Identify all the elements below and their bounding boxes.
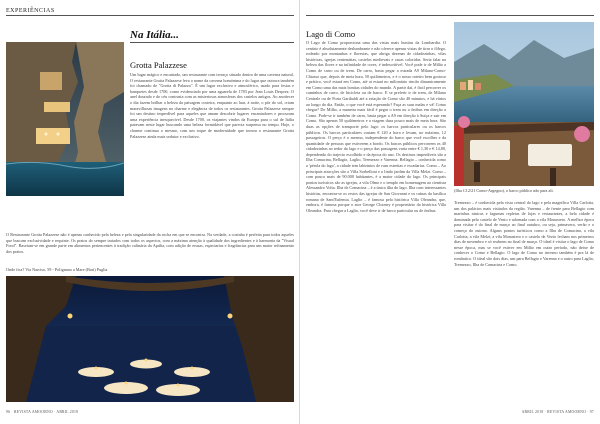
title-rule — [130, 42, 294, 43]
lago-col2-paragraph: Tremezzo – é conhecida pela vista central do lago e pela magnífica Villa Carlotta, um dos palácios mais visitados da região. Varenna – de frente para Bellagio com marinhas ninicas e fagumas repletas de lojas e restaurantes, a bela cidade é dominada pelo castelo de Vezio e adornada com a vila Monastero. A melhor época para visitar é do final de março ao final outubro, ou seja, primavera, verão e o começo do outono. Alguns pontos turísticos como a Ilha de Comacina, a vila Carlotta, a vila Melzi, a vila Monastero e o castelo de Vezio fecham nos primeiros dias de novembro e só reabrem no final de março. O ideal é visitar o lago de Como nesse época, mas se você estiver em Milão em outro período, não deixe de conhecer o Como e Bellagio. O lago de Como no inverno também é pra lá de romântico. O ideal são dois dias, um para Bellagio e Varenna e o outro para Laglio, Tremezzo, Ilha de Comacina e Como. — [454, 200, 594, 267]
left-footer: 96 · REVISTA AMOORNO · ABRIL 2018 — [6, 410, 79, 414]
grotta-heading: Grotta Palazzese — [130, 60, 187, 70]
right-page — [300, 0, 600, 424]
lago-col2 — [454, 200, 594, 404]
lago-como-photo — [454, 22, 594, 186]
section-rule — [6, 15, 294, 16]
grotta-wide-text — [6, 232, 294, 268]
grotta-address: Onde fica? Via Narciso, 59 - Polignano a Mare (Bari) Puglia — [6, 267, 108, 272]
right-footer: ABRIL 2018 · REVISTA AMOORNO · 97 — [521, 410, 594, 414]
section-tag: EXPERIÊNCIAS — [6, 8, 55, 14]
page-title: Na Itália... — [130, 29, 179, 41]
grotta-cliff-photo — [6, 42, 124, 196]
grotta-restaurant-photo — [6, 276, 294, 402]
grotta-text — [130, 72, 294, 232]
grotta-paragraph: Um lugar mágico e encantado, um restaurante com terraço situado dentro de uma caverna natural. O restaurante Grotta Palazzese leva o nome da caverna homónima e do lugar que outrora também foi chamado de "Grotta di Palazzo". É um lugar exclusivo e atmosférico, usado para festas e banquetes desde 1700, como evidenciado por uma aguarela de 1783 por Jean Louis Desprez. O anel dourado e do céu contrasta com as misteriosas atmosferas dos castelos antigos. Ao anoitecer o dia fazem brilhar a beleza da paisagem costeira, enquanto ao luar, à noite, o pôr do sol, criam maravilhosas imagens no charme e elegância de todos os restaurantes. Grotta Palazzese sempre foi um destino imperdível para aqueles que amam descobrir lugares encantadores e procuram uma experiência inesquecível. Desde 1700, os viajantes vindos da Europa para o sul de Itália paravam neste lugar buscando uma beleza formidável que parecia suspensa no tempo. Hoje, o charme continua o mesmo, com um toque de modernidade que tornou o restaurante Grotta Palazzese ainda mais sedutor e exclusivo. — [130, 72, 294, 139]
lago-col1 — [306, 40, 446, 404]
grotta-wide-paragraph: O Restaurante Grotta Palazzese não é apenas conhecido pela beleza e pela singularidade da rocha em que se encontra. Na verdade, a cozinha é perfeita para todos aqueles que buscam exclusividade e requinte. Os pratos do sempre tratados com todos os aspectos, com a máxima atenção à qualidade dos ingredientes e à harmonia da "Visual Food". Baseiam-se em grande parte em alimentos pertencentes à tradição culinária da Apúlia, com adição de erusas, especiarias e fragrâncias para um maior refinamento dos pratos. — [6, 232, 294, 254]
lago-caption: (Ilha C12/21 Como-Argegno), o barco público não para ali. — [454, 188, 554, 193]
lago-heading: Lago di Como — [306, 29, 356, 39]
section-rule-right — [306, 15, 594, 16]
lago-col1-paragraph: O Lago de Como proporciona uma das vistas mais bonitas da Lombardia. O cenário é absolutamente deslumbrante e não oferece apenas vistas de tirar o fôlego, rodeado por montanhas e florestas, que abriga dezenas de cidadezinhas, vilas históricas, igrejas centenárias, castelos medievais e casas coloridas. Seria falar na beleza das flores e na infinidade de cores, é indescritível. Você pode ir de Milão a Como de carro ou de trem. De carro, basta pegar a estrada A9 Milano-Como-Chiasso que, depois de meia hora, 50 quilómetros, e é o nosso roteiro bem gostoso e prático, você estará em Como, até ai estará no milionário rincão dinamicamente em Como uma das mais bonitas cidades do mundo. A partir daí, é fácil percorrer os caminhos de carro, de bicicleta ou de barco. E se preferir ir de trem, de Milano Centrale ou de Porta Garibaldi até a estação de Como são 40 minutos, e há vários ao longo do dia. Então, o que você está esperando? Faça as suas malas e vá! Como chegar? De Milão, a maneira mais fácil é pegar o trem ou o ônibus em direção a Como. Pode-se ir também de carro, basta pegar a A9 em direção à Suíça e sair em Como. São apenas 50 quilómetros e a viagem dura pouco mais de meia hora. São duas as opções de transporte pelo lago: os barcos particulares ou os barcos públicos. Os barcos particulares custam € 120 a hora e levam, no máximo, 12 passageiros. O preço é o mesmo, independente do barco que você escolher e da quantidade de pessoas que estiverem a bordo. Os barcos públicos percorrem os 40 cidadezinhas ao redor do lago e o preço das passagens varia entre € 1,30 e € 14,80, dependendo do trajecto escolhido e da época do ano. Os destinos imperdíveis são a Ilha Comacina, Bellagio, Laglio, Tremezzo e Varenna. Bellagio – conhecida como a 'pérola do lago', a cidade tem labirintos de ruas estreitas e escadarias. Como – Ao principais atracções são a Villa Sorbelloni e o lindo jardim da Villa Melzi. Como – com pouco mais de 90.000 habitantes, é a maior cidade do lago. Os principais pontos turísticos são as igrejas, a vila Olmo e o templo em homenagem ao cientista Alessandro Volta. Ilha de Comacina – é a única ilha do lago. Ilha com interessantes histórias, encontra-se os restos das igrejas de San Giovanni e os ruínas da basílica romana de Sant'Eufemia. Laglio – é famosa pela histórica Villa Oleandra, que, embora, é famosa porque o ator George Clooney é proprietário da histórica Villa Oleandra. Para chegar a Laglio, você deve ir de barco particular ou de ônibus. — [306, 40, 446, 213]
